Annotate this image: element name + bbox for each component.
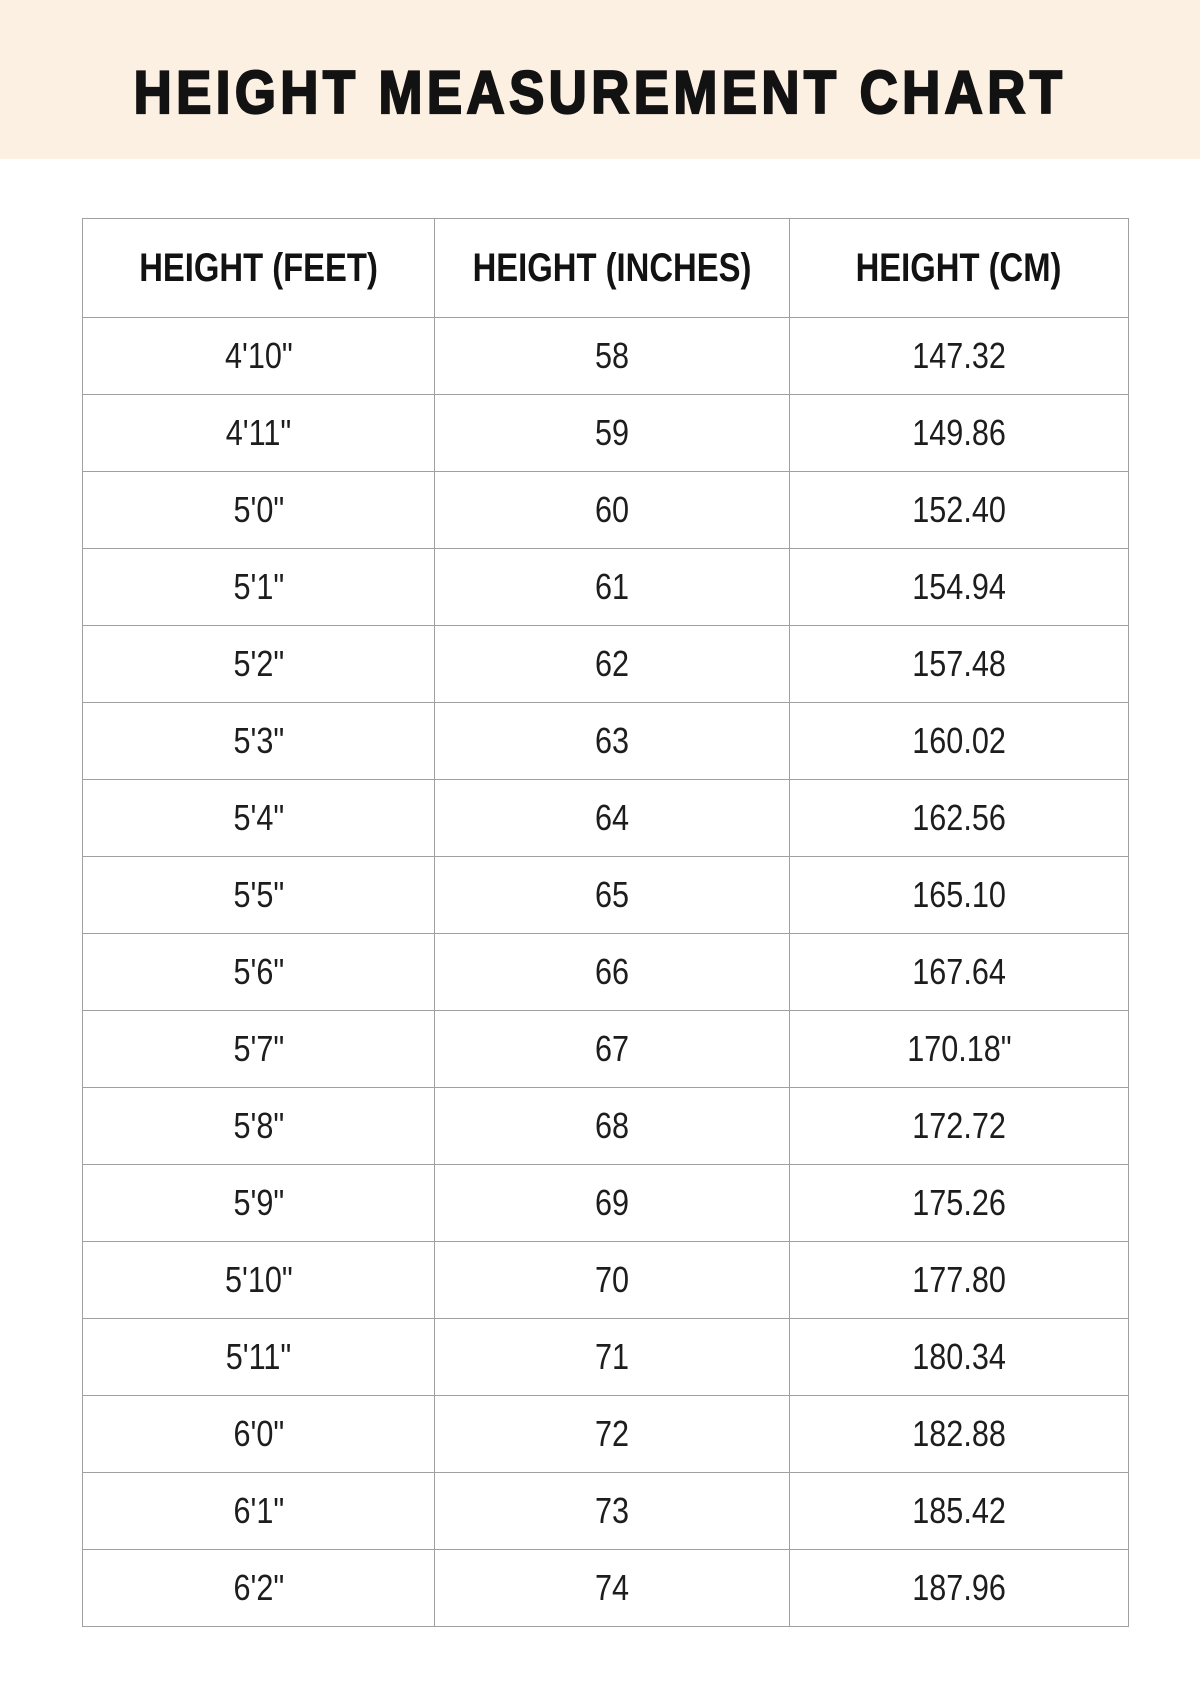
cell-value: 5'5" <box>233 874 284 915</box>
table-cell <box>83 1165 435 1242</box>
table-row <box>83 626 1129 703</box>
cell-value: 64 <box>594 797 630 838</box>
cell-value: 5'6" <box>233 951 284 992</box>
table-cell <box>790 1165 1129 1242</box>
table-cell <box>790 318 1129 395</box>
table-cell <box>83 1473 435 1550</box>
cell-value: 180.34 <box>912 1336 1006 1377</box>
cell-value: 149.86 <box>912 412 1006 453</box>
table-row <box>83 857 1129 934</box>
column-header-inches <box>435 219 790 318</box>
height-table <box>82 218 1129 1627</box>
cell-value: 4'10" <box>224 335 293 376</box>
table-cell <box>435 857 790 934</box>
table-cell <box>83 934 435 1011</box>
table-cell <box>83 857 435 934</box>
table-row <box>83 1011 1129 1088</box>
page-title: HEIGHT MEASUREMENT CHART <box>133 59 1067 126</box>
table-row <box>83 1550 1129 1627</box>
table-cell <box>790 1550 1129 1627</box>
column-header-label: HEIGHT (FEET) <box>139 245 378 290</box>
cell-value: 5'4" <box>233 797 284 838</box>
table-row <box>83 472 1129 549</box>
cell-value: 5'0" <box>233 489 284 530</box>
cell-value: 71 <box>594 1336 630 1377</box>
table-cell <box>435 1473 790 1550</box>
table-cell <box>83 1550 435 1627</box>
column-header-label: HEIGHT (INCHES) <box>472 245 752 290</box>
table-cell <box>435 703 790 780</box>
cell-value: 162.56 <box>912 797 1006 838</box>
table-cell <box>435 472 790 549</box>
table-cell <box>83 1396 435 1473</box>
cell-value: 165.10 <box>912 874 1006 915</box>
height-table-container <box>82 218 1128 1627</box>
table-header-row <box>83 219 1129 318</box>
cell-value: 60 <box>594 489 630 530</box>
cell-value: 152.40 <box>912 489 1006 530</box>
table-row <box>83 1242 1129 1319</box>
cell-value: 6'1" <box>233 1490 284 1531</box>
table-cell <box>83 1319 435 1396</box>
cell-value: 68 <box>594 1105 630 1146</box>
cell-value: 185.42 <box>912 1490 1006 1531</box>
table-cell <box>790 780 1129 857</box>
cell-value: 67 <box>594 1028 630 1069</box>
cell-value: 63 <box>594 720 630 761</box>
table-cell <box>83 549 435 626</box>
cell-value: 74 <box>594 1567 630 1608</box>
table-cell <box>435 626 790 703</box>
table-cell <box>790 1011 1129 1088</box>
table-cell <box>83 395 435 472</box>
cell-value: 72 <box>594 1413 630 1454</box>
cell-value: 157.48 <box>912 643 1006 684</box>
table-cell <box>83 1088 435 1165</box>
cell-value: 5'11" <box>225 1336 292 1377</box>
table-cell <box>83 318 435 395</box>
table-cell <box>435 549 790 626</box>
cell-value: 59 <box>594 412 630 453</box>
cell-value: 5'9" <box>233 1182 284 1223</box>
table-cell <box>790 472 1129 549</box>
cell-value: 154.94 <box>912 566 1006 607</box>
cell-value: 5'8" <box>233 1105 284 1146</box>
table-row <box>83 549 1129 626</box>
table-cell <box>83 703 435 780</box>
table-cell <box>790 857 1129 934</box>
table-cell <box>790 1319 1129 1396</box>
table-row <box>83 780 1129 857</box>
table-cell <box>790 1396 1129 1473</box>
table-cell <box>790 549 1129 626</box>
cell-value: 66 <box>594 951 630 992</box>
column-header-label: HEIGHT (CM) <box>856 245 1062 290</box>
table-row <box>83 395 1129 472</box>
table-row <box>83 318 1129 395</box>
cell-value: 182.88 <box>912 1413 1006 1454</box>
table-cell <box>435 934 790 1011</box>
cell-value: 175.26 <box>912 1182 1006 1223</box>
table-cell <box>83 1242 435 1319</box>
column-header-cm <box>790 219 1129 318</box>
table-cell <box>435 1319 790 1396</box>
table-cell <box>83 1011 435 1088</box>
cell-value: 5'3" <box>233 720 284 761</box>
table-cell <box>435 1165 790 1242</box>
cell-value: 5'10" <box>224 1259 293 1300</box>
cell-value: 5'2" <box>233 643 284 684</box>
cell-value: 170.18" <box>906 1028 1012 1069</box>
cell-value: 6'0" <box>233 1413 284 1454</box>
table-row <box>83 703 1129 780</box>
cell-value: 187.96 <box>912 1567 1006 1608</box>
table-body <box>83 318 1129 1627</box>
table-row <box>83 1165 1129 1242</box>
cell-value: 70 <box>594 1259 630 1300</box>
cell-value: 69 <box>594 1182 630 1223</box>
table-cell <box>435 1011 790 1088</box>
cell-value: 5'1" <box>233 566 284 607</box>
table-cell <box>435 318 790 395</box>
cell-value: 147.32 <box>912 335 1006 376</box>
table-cell <box>435 1396 790 1473</box>
cell-value: 65 <box>594 874 630 915</box>
cell-value: 177.80 <box>912 1259 1006 1300</box>
cell-value: 160.02 <box>912 720 1006 761</box>
table-cell <box>435 1088 790 1165</box>
table-cell <box>435 395 790 472</box>
cell-value: 73 <box>594 1490 630 1531</box>
table-cell <box>790 1088 1129 1165</box>
table-cell <box>790 626 1129 703</box>
cell-value: 167.64 <box>912 951 1006 992</box>
table-cell <box>790 1473 1129 1550</box>
table-cell <box>83 780 435 857</box>
table-row <box>83 1319 1129 1396</box>
table-row <box>83 1396 1129 1473</box>
table-cell <box>435 780 790 857</box>
cell-value: 172.72 <box>912 1105 1006 1146</box>
table-row <box>83 1473 1129 1550</box>
table-cell <box>790 395 1129 472</box>
table-cell <box>83 472 435 549</box>
cell-value: 58 <box>594 335 630 376</box>
cell-value: 61 <box>594 566 630 607</box>
title-banner <box>0 0 1200 159</box>
column-header-feet <box>83 219 435 318</box>
table-cell <box>790 934 1129 1011</box>
cell-value: 4'11" <box>225 412 292 453</box>
table-cell <box>435 1242 790 1319</box>
table-cell <box>83 626 435 703</box>
table-cell <box>435 1550 790 1627</box>
table-cell <box>790 703 1129 780</box>
cell-value: 5'7" <box>233 1028 284 1069</box>
cell-value: 6'2" <box>233 1567 284 1608</box>
table-cell <box>790 1242 1129 1319</box>
table-row <box>83 1088 1129 1165</box>
table-row <box>83 934 1129 1011</box>
cell-value: 62 <box>594 643 630 684</box>
